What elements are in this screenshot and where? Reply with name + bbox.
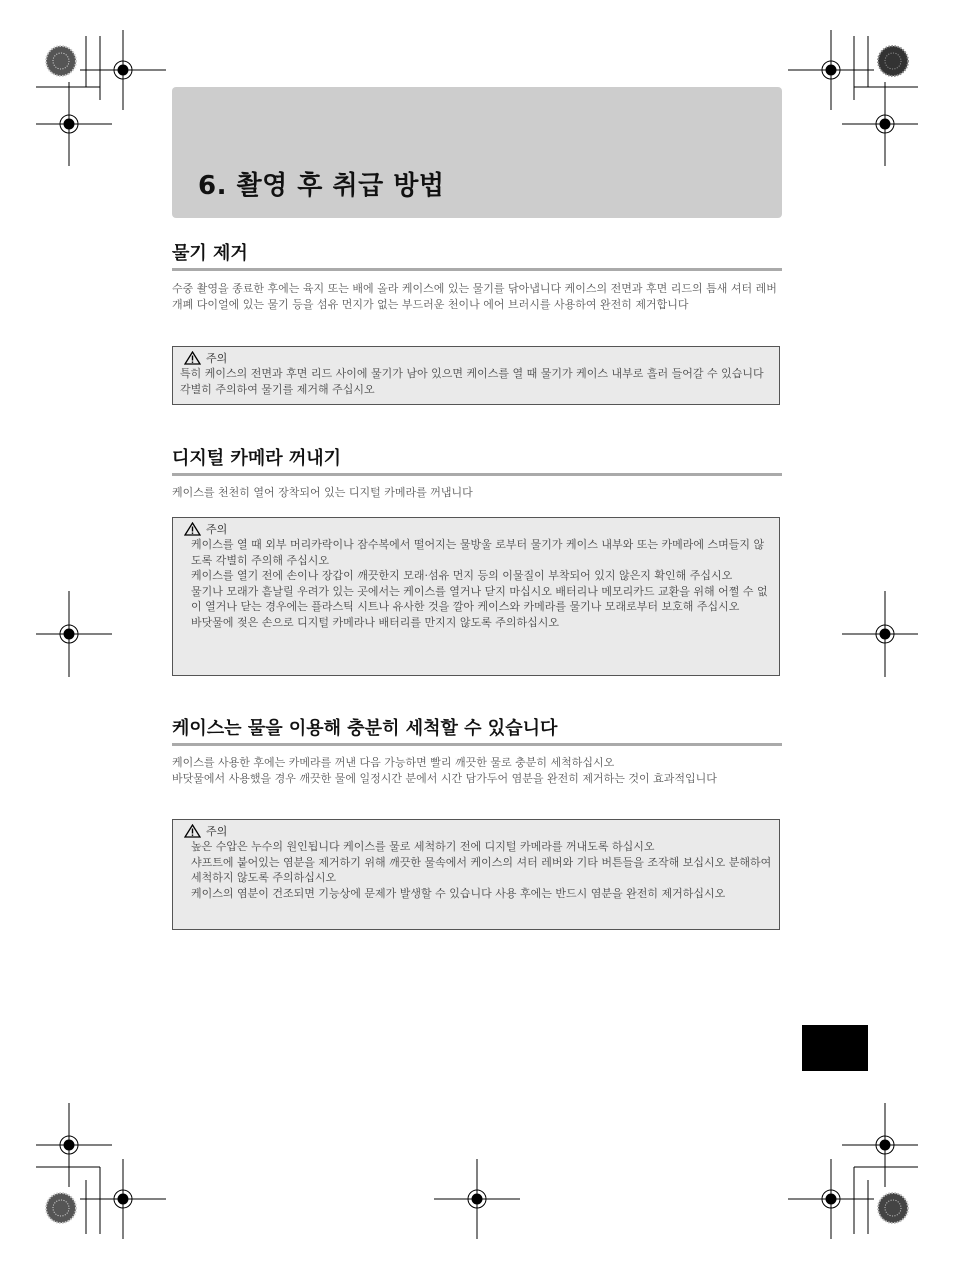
section-heading-water-removal: 물기 제거 xyxy=(172,243,782,271)
section-heading-remove-camera: 디지털 카메라 꺼내기 xyxy=(172,448,782,476)
caution-box xyxy=(172,819,780,930)
registration-mark-icon xyxy=(26,82,112,166)
list-item: 물기나 모래가 흩날릴 우려가 있는 곳에서는 케이스를 열거나 닫지 마십시오 배터리나 메모리카드 교환을 위해 어쩔 수 없이 열거나 닫는 경우에는 플라스틱 시트나 유사한 것을 깔아 케이스와 카메라를 물기나 모래로부터 보호해 주십시오 xyxy=(191,584,768,613)
warning-triangle-icon xyxy=(184,351,201,365)
list-item: 높은 수압은 누수의 원인됩니다 케이스를 물로 세척하기 전에 디지털 카메라를 꺼내도록 하십시오 xyxy=(191,840,655,853)
color-target-icon xyxy=(45,1192,77,1224)
caution-list xyxy=(180,839,772,901)
section-body-remove-camera: 케이스를 천천히 열어 장착되어 있는 디지털 카메라를 꺼냅니다 xyxy=(172,486,473,499)
list-item: 케이스의 염분이 건조되면 기능상에 문제가 발생할 수 있습니다 사용 후에는 반드시 염분을 완전히 제거하십시오 xyxy=(191,886,726,900)
warning-triangle-icon xyxy=(184,522,201,536)
caution-label: 주의 xyxy=(206,825,228,838)
registration-mark-icon xyxy=(434,1159,520,1239)
section-body-wash-case xyxy=(172,755,782,787)
caution-text: 특히 케이스의 전면과 후면 리드 사이에 물기가 남아 있으면 케이스를 열 때 물기가 케이스 내부로 흘러 들어갈 수 있습니다 각별히 주의하여 물기를 제거해 주십시오 xyxy=(180,367,764,396)
caution-header xyxy=(184,823,772,839)
registration-mark-icon xyxy=(80,1159,166,1239)
warning-triangle-icon xyxy=(184,824,201,838)
registration-mark-icon xyxy=(788,1159,874,1239)
registration-mark-icon xyxy=(842,82,928,166)
list-item: 바닷물에 젖은 손으로 디지털 카메라나 배터리를 만지지 않도록 주의하십시오 xyxy=(191,615,560,629)
page-thumb-tab xyxy=(802,1025,868,1071)
list-item: 케이스를 열기 전에 손이나 장갑이 깨끗한지 모래·섬유 먼지 등의 이물질이 부착되어 있지 않은지 확인해 주십시오 xyxy=(191,569,733,582)
color-target-icon xyxy=(877,1192,909,1224)
color-target-icon xyxy=(877,45,909,77)
list-item: 케이스를 열 때 외부 머리카락이나 잠수복에서 떨어지는 물방울 로부터 물기가 케이스 내부와 또는 카메라에 스며들지 않도록 각별히 주의해 주십시오 xyxy=(191,538,765,567)
caution-label: 주의 xyxy=(206,352,228,365)
caution-box xyxy=(172,346,780,405)
caution-list xyxy=(180,537,772,630)
section-heading-wash-case: 케이스는 물을 이용해 충분히 세척할 수 있습니다 xyxy=(172,718,782,746)
registration-mark-icon xyxy=(842,591,928,677)
section-body-water-removal: 수중 촬영을 종료한 후에는 육지 또는 배에 올라 케이스에 있는 물기를 닦아냅니다 케이스의 전면과 후면 리드의 틈새 셔터 레버 개폐 다이얼에 있는 물기 등을 섬유 먼지가 없는 부드러운 천이나 에어 브러시를 사용하여 완전히 제거합니다 xyxy=(172,282,777,311)
caution-header xyxy=(184,521,772,537)
chapter-title: 6. 촬영 후 취급 방법 xyxy=(198,171,445,201)
color-target-icon xyxy=(45,45,77,77)
chapter-header xyxy=(172,87,782,218)
body-line: 케이스를 사용한 후에는 카메라를 꺼낸 다음 가능하면 빨리 깨끗한 물로 충분히 세척하십시오 xyxy=(172,756,615,769)
registration-mark-icon xyxy=(26,591,112,677)
list-item: 샤프트에 붙어있는 염분을 제거하기 위해 깨끗한 물속에서 케이스의 셔터 레버와 기타 버튼들을 조작해 보십시오 분해하여 세척하지 않도록 주의하십시오 xyxy=(191,855,772,884)
caution-label: 주의 xyxy=(206,523,228,536)
caution-box xyxy=(172,517,780,676)
body-line: 바닷물에서 사용했을 경우 깨끗한 물에 일정시간 분에서 시간 담가두어 염분을 완전히 제거하는 것이 효과적입니다 xyxy=(172,772,717,785)
caution-header xyxy=(184,350,772,366)
